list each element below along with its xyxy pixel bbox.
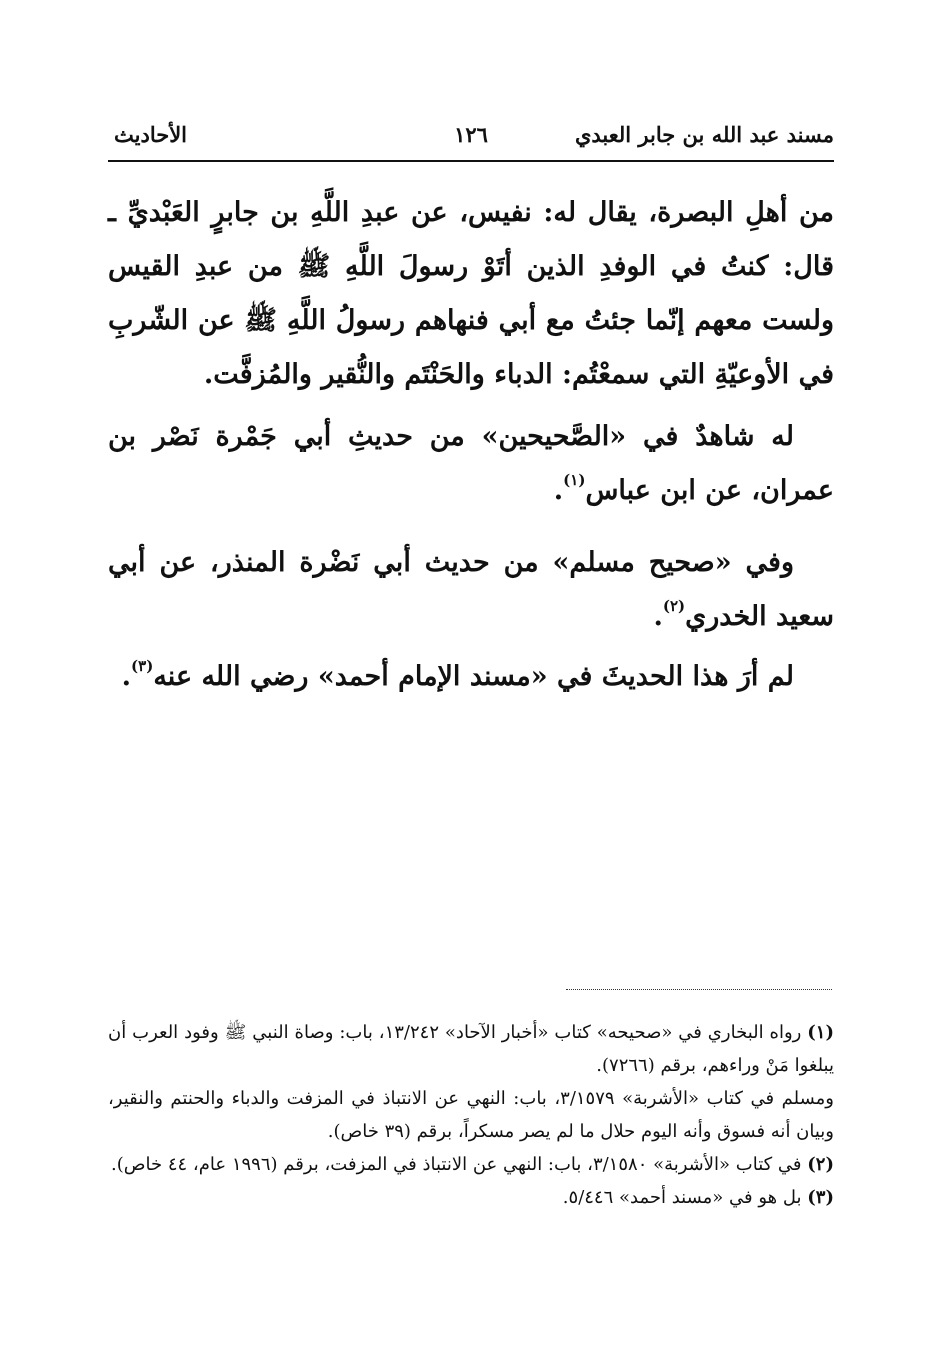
- header-rule: [108, 160, 834, 162]
- footnote-3: [108, 1181, 834, 1214]
- footnote-ref-1: (١): [563, 471, 586, 489]
- footnote-number: (٣): [807, 1187, 834, 1208]
- footnotes: [108, 1016, 834, 1214]
- footnote-separator: [566, 989, 832, 990]
- period: .: [121, 661, 132, 692]
- footnote-text: في كتاب «الأشربة» ٣/١٥٨٠، باب: النهي عن الانتباذ في المزفت، برقم (١٩٩٦ عام، ٤٤ خاص).: [111, 1154, 802, 1175]
- footnote-1: [108, 1016, 834, 1082]
- footnote-ref-3: (٣): [131, 657, 154, 675]
- header-book-title: مسند عبد الله بن جابر العبدي: [574, 122, 834, 147]
- footnote-number: (٢): [807, 1154, 834, 1175]
- paragraph-musnad-text: لم أرَ هذا الحديثَ في «مسند الإمام أحمد» رضي الله عنه: [153, 661, 794, 692]
- footnote-ref-2: (٢): [662, 597, 686, 615]
- footnote-text: رواه البخاري في «صحيحه» كتاب «أخبار الآحاد» ١٣/٢٤٢، باب: وصاة النبي ﷺ وفود العرب أن يبلغوا مَنْ وراءهم، برقم (٧٢٦٦).: [108, 1022, 834, 1076]
- footnote-2: [108, 1148, 834, 1181]
- header-section-title: الأحاديث: [114, 122, 188, 147]
- period: .: [653, 601, 663, 632]
- footnote-number: (١): [807, 1022, 834, 1043]
- period: .: [553, 475, 564, 506]
- paragraph-hadith: [108, 186, 834, 402]
- running-header: [108, 118, 834, 158]
- page-number: ١٢٦: [454, 122, 488, 147]
- paragraph-musnad: [108, 650, 834, 704]
- footnote-1-continued: [108, 1082, 834, 1148]
- footnote-text: ومسلم في كتاب «الأشربة» ٣/١٥٧٩، باب: النهي عن الانتباذ في المزفت والدباء والحنتم والنقير، وبيان أنه فسوق وأنه اليوم حلال ما لم يصر مسكراً، برقم (٣٩ خاص).: [108, 1088, 834, 1142]
- paragraph-hadith-text: من أهلِ البصرة، يقال له: نفيس، عن عبدِ اللَّهِ بن جابرٍ العَبْديِّ ـ قال: كنتُ في الوفدِ الذين أتَوْ رسولَ اللَّهِ ﷺ من عبدِ القيس ولست معهم إنّما جئتُ مع أبي فنهاهم رسولُ اللَّهِ ﷺ عن الشّربِ في الأوعيّةِ التي سمعْتُم: الدباء والحَنْتَم والنُّقير والمُزفَّت.: [108, 197, 834, 390]
- paragraph-muslim-text: وفي «صحيح مسلم» من حديث أبي نَضْرة المنذر، عن أبي سعيد الخدري: [108, 547, 834, 632]
- paragraph-witness-text: له شاهدٌ في «الصَّحيحين» من حديثِ أبي جَمْرة نَصْر بن عمران، عن ابن عباس: [108, 421, 834, 506]
- paragraph-muslim: [108, 536, 834, 644]
- paragraph-witness: [108, 410, 834, 518]
- footnote-text: بل هو في «مسند أحمد» ٥/٤٤٦.: [562, 1187, 802, 1208]
